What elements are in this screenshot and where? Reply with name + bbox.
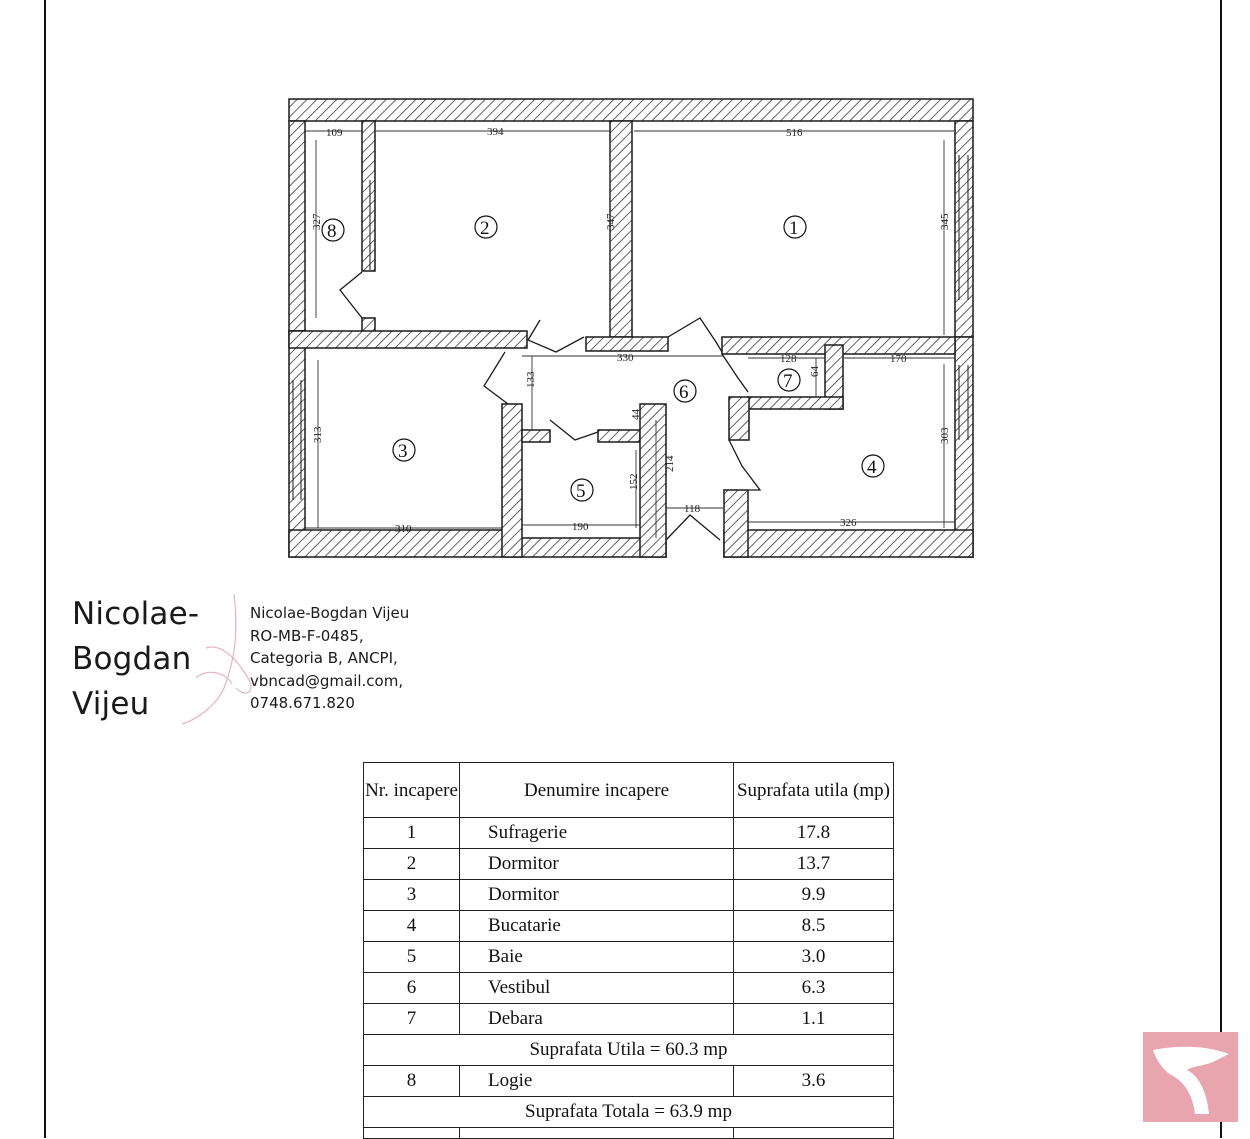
row-area: 13.7: [734, 849, 894, 880]
author-info-line-5: 0748.671.820: [250, 694, 355, 712]
row-name: Dormitor: [460, 880, 734, 911]
dim-r7-width: 128: [780, 353, 797, 365]
dim-r6-width: 330: [617, 352, 634, 364]
author-name-line-2: Bogdan: [72, 641, 192, 677]
subtotal-row: [364, 1035, 894, 1066]
room-number-7: 7: [783, 371, 793, 392]
row-area: 9.9: [734, 880, 894, 911]
table-row: [364, 1066, 894, 1097]
room-number-5: 5: [576, 481, 586, 502]
header-nr: Nr. incapere: [364, 763, 460, 818]
brand-logo-icon: [1143, 1032, 1238, 1122]
room-number-3: 3: [398, 441, 408, 462]
row-nr: 2: [364, 849, 460, 880]
author-info: [250, 602, 409, 715]
table-row: [364, 1004, 894, 1035]
author-name-line-1: Nicolae-: [72, 596, 200, 632]
table-row: [364, 880, 894, 911]
dim-r5-height: 152: [628, 473, 640, 490]
row-nr: 7: [364, 1004, 460, 1035]
row-nr: 6: [364, 973, 460, 1004]
row-name: Bucatarie: [460, 911, 734, 942]
table-row: [364, 942, 894, 973]
row-nr: 8: [364, 1066, 460, 1097]
row-nr: 3: [364, 880, 460, 911]
dim-r4-height: 303: [939, 427, 951, 444]
row-name: Dormitor: [460, 849, 734, 880]
author-info-line-3: Categoria B, ANCPI,: [250, 649, 398, 667]
author-info-line-4: vbncad@gmail.com,: [250, 671, 404, 690]
dim-hall-44: 44: [630, 409, 642, 420]
dim-r4-top: 170: [890, 353, 907, 365]
total-cell: Suprafata Totala = 63.9 mp: [364, 1097, 894, 1128]
room-number-2: 2: [480, 218, 490, 239]
row-nr: 1: [364, 818, 460, 849]
dim-r3-height: 313: [312, 426, 324, 443]
row-area: 6.3: [734, 973, 894, 1004]
row-name: Vestibul: [460, 973, 734, 1004]
table-row: [364, 973, 894, 1004]
header-area: Suprafata utila (mp): [734, 763, 894, 818]
row-area: 1.1: [734, 1004, 894, 1035]
dim-r5-width: 190: [572, 521, 589, 533]
rooms-table: [363, 762, 894, 1139]
dim-r8-height: 327: [311, 213, 323, 230]
total-row: [364, 1097, 894, 1128]
room-number-6: 6: [679, 382, 689, 403]
subtotal-cell: Suprafata Utila = 60.3 mp: [364, 1035, 894, 1066]
table-row: [364, 818, 894, 849]
cut-cell: [364, 1128, 460, 1139]
cut-cell: [734, 1128, 894, 1139]
dim-r6-height: 133: [525, 371, 537, 388]
row-name: Logie: [460, 1066, 734, 1097]
author-name-line-3: Vijeu: [72, 686, 150, 722]
room-number-4: 4: [867, 457, 877, 478]
author-info-line-1: Nicolae-Bogdan Vijeu: [250, 604, 410, 622]
dim-r4-width: 326: [840, 517, 857, 529]
header-name: Denumire incapere: [460, 763, 734, 818]
row-name: Sufragerie: [460, 818, 734, 849]
row-area: 3.0: [734, 942, 894, 973]
dim-r3-width: 310: [395, 523, 412, 535]
doors: [340, 272, 760, 540]
author-info-line-2: RO-MB-F-0485,: [250, 626, 364, 645]
row-name: Baie: [460, 942, 734, 973]
dim-r8-width: 109: [326, 127, 343, 139]
dim-r1-width: 516: [786, 127, 803, 139]
row-area: 17.8: [734, 818, 894, 849]
dim-r2-width: 394: [487, 126, 504, 138]
room-number-8: 8: [327, 221, 337, 242]
room-number-1: 1: [789, 218, 799, 239]
dim-hall-118: 118: [684, 503, 701, 515]
cut-row: [364, 1128, 894, 1139]
row-area: 3.6: [734, 1066, 894, 1097]
table-row: [364, 849, 894, 880]
dim-hall-214: 214: [664, 455, 676, 472]
cut-cell: [460, 1128, 734, 1139]
row-nr: 4: [364, 911, 460, 942]
row-area: 8.5: [734, 911, 894, 942]
dim-r7-height: 64: [809, 366, 821, 377]
dim-r1-height: 345: [939, 213, 951, 230]
table-row: [364, 911, 894, 942]
table-header-row: [364, 763, 894, 818]
dim-r2-height: 347: [605, 213, 617, 230]
row-nr: 5: [364, 942, 460, 973]
row-name: Debara: [460, 1004, 734, 1035]
